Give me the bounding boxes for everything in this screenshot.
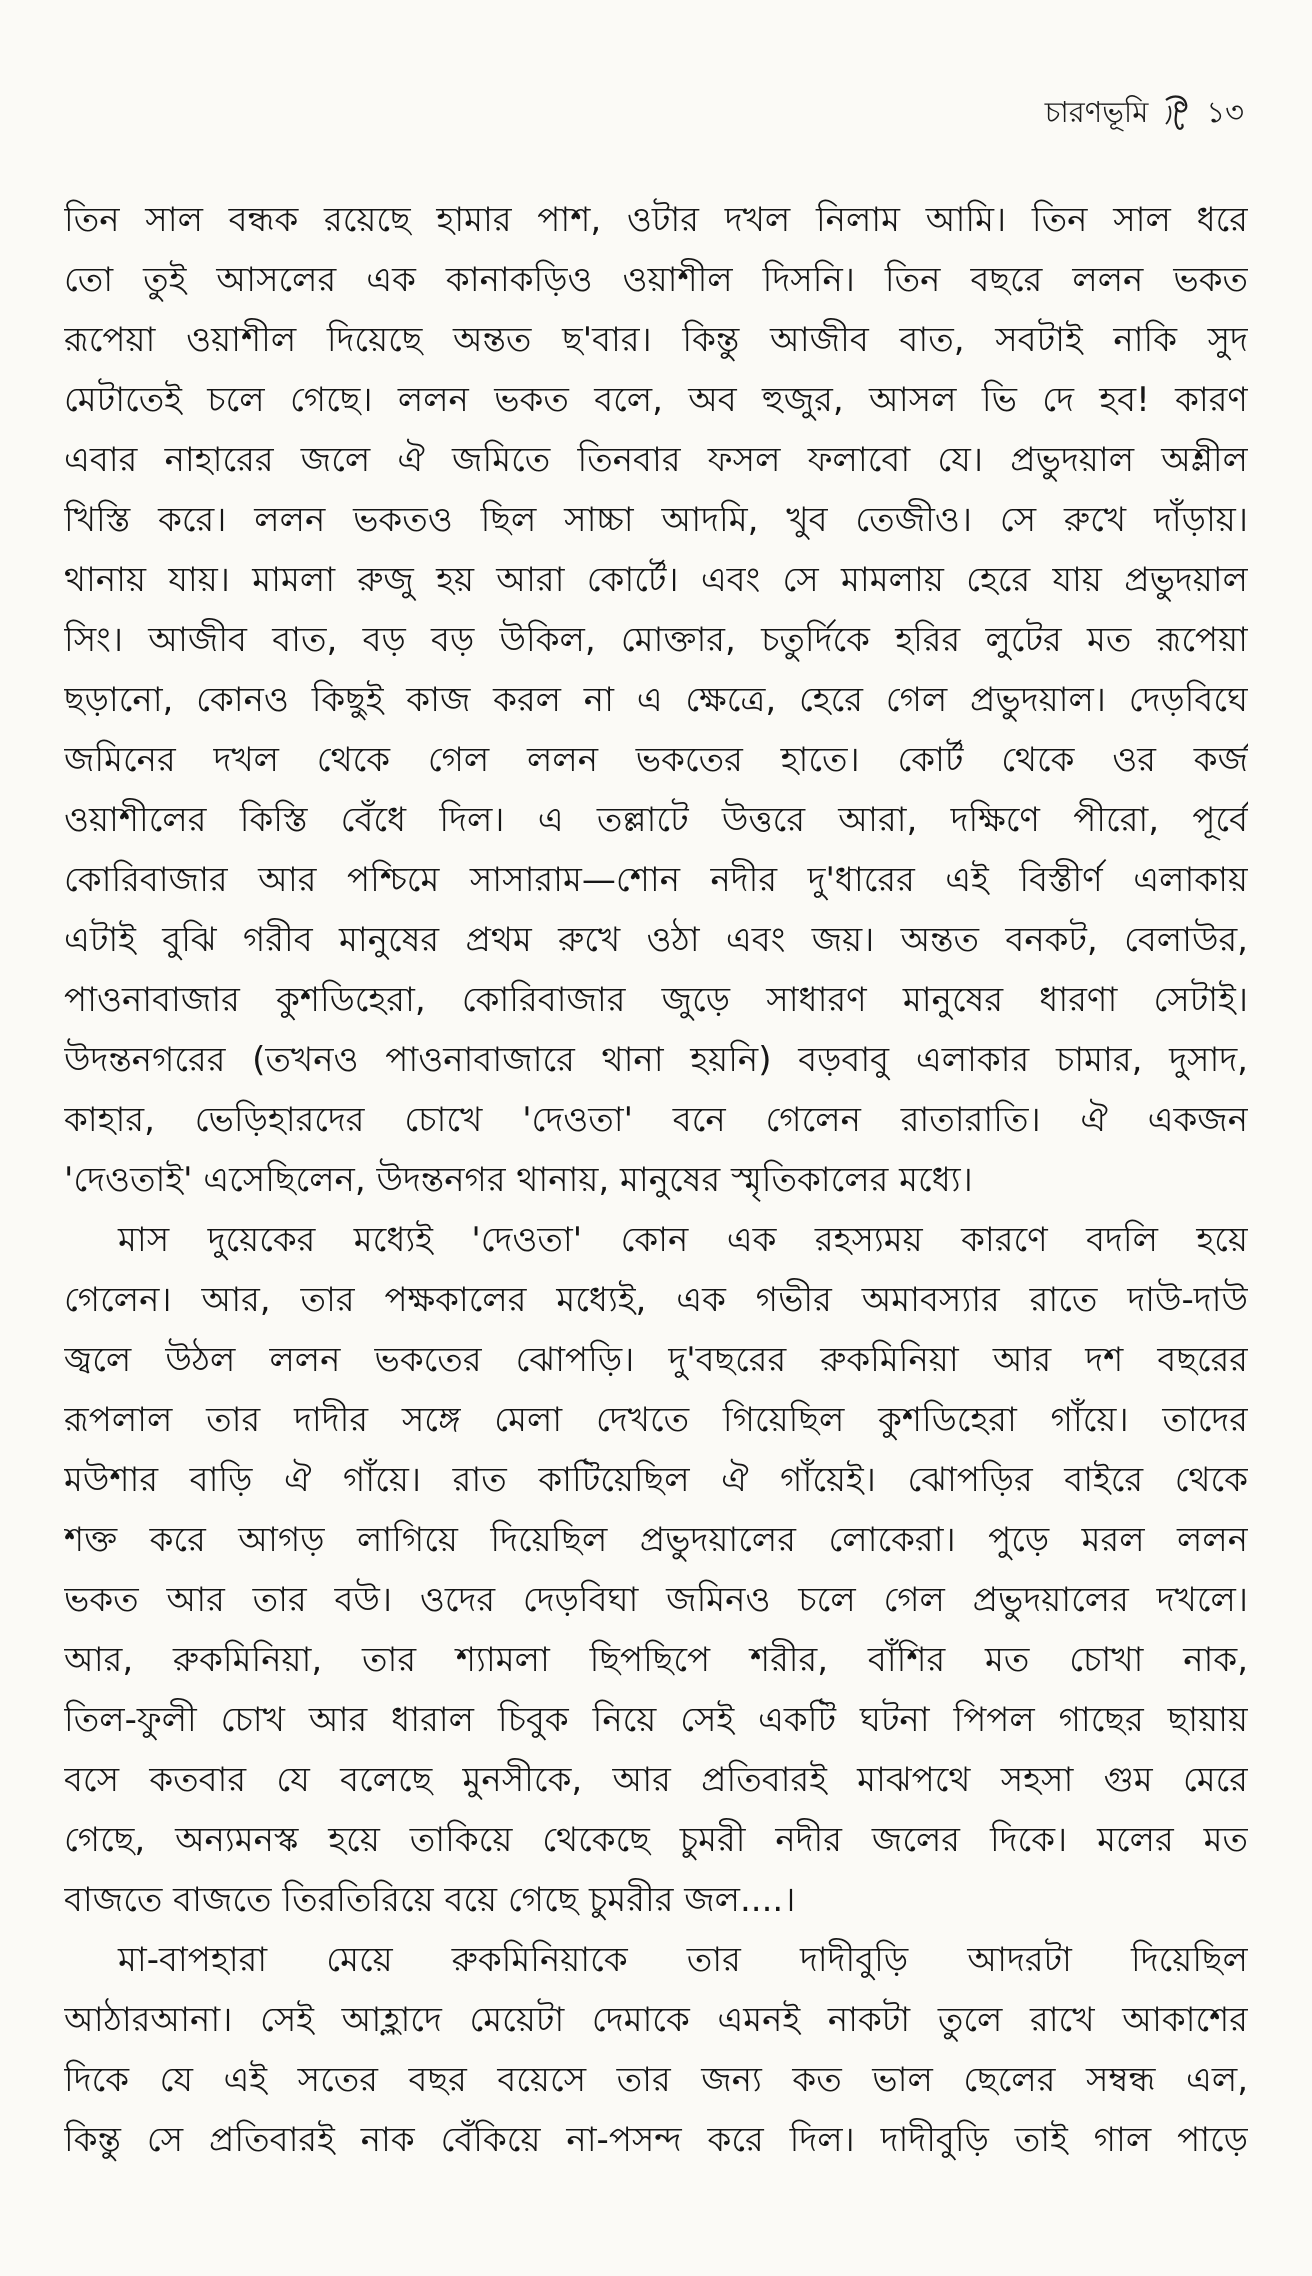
text-line: মেটাতেই চলে গেছে। ললন ভকত বলে, অব হুজুর, আসল ভি দে হব! কারণ bbox=[64, 380, 1248, 420]
text-line: পাওনাবাজার কুশডিহেরা, কোরিবাজার জুড়ে সাধারণ মানুষের ধারণা সেটাই। bbox=[64, 980, 1248, 1020]
text-line: মা-বাপহারা মেয়ে রুকমিনিয়াকে তার দাদীবুড়ি আদরটা দিয়েছিল bbox=[118, 1940, 1248, 1980]
text-line: জমিনের দখল থেকে গেল ললন ভকতের হাতে। কোর্ট থেকে ওর কর্জ bbox=[64, 740, 1248, 780]
text-line: বসে কতবার যে বলেছে মুনসীকে, আর প্রতিবারই মাঝপথে সহসা গুম মেরে bbox=[64, 1760, 1248, 1800]
body-text bbox=[64, 190, 1248, 2170]
text-line: থানায় যায়। মামলা রুজু হয় আরা কোর্টে। এবং সে মামলায় হেরে যায় প্রভুদয়াল bbox=[64, 560, 1248, 600]
text-line: তিল-ফুলী চোখ আর ধারাল চিবুক নিয়ে সেই একটি ঘটনা পিপল গাছের ছায়ায় bbox=[64, 1700, 1248, 1740]
text-line: উদন্তনগরের (তখনও পাওনাবাজারে থানা হয়নি) বড়বাবু এলাকার চামার, দুসাদ, bbox=[64, 1040, 1248, 1080]
text-line: রূপেয়া ওয়াশীল দিয়েছে অন্তত ছ'বার। কিন্তু আজীব বাত, সবটাই নাকি সুদ bbox=[64, 320, 1248, 360]
text-line: গেলেন। আর, তার পক্ষকালের মধ্যেই, এক গভীর অমাবস্যার রাতে দাউ-দাউ bbox=[64, 1280, 1248, 1320]
text-line: তিন সাল বন্ধক রয়েছে হামার পাশ, ওটার দখল নিলাম আমি। তিন সাল ধরে bbox=[64, 200, 1248, 240]
text-line: এটাই বুঝি গরীব মানুষের প্রথম রুখে ওঠা এবং জয়। অন্তত বনকট, বেলাউর, bbox=[64, 920, 1248, 960]
text-line: খিস্তি করে। ললন ভকতও ছিল সাচ্চা আদমি, খুব তেজীও। সে রুখে দাঁড়ায়। bbox=[64, 500, 1248, 540]
text-line: মউশার বাড়ি ঐ গাঁয়ে। রাত কাটিয়েছিল ঐ গাঁয়েই। ঝোপড়ির বাইরে থেকে bbox=[64, 1460, 1248, 1500]
text-line: কোরিবাজার আর পশ্চিমে সাসারাম—শোন নদীর দু'ধারের এই বিস্তীর্ণ এলাকায় bbox=[64, 860, 1248, 900]
text-line: জ্বলে উঠল ললন ভকতের ঝোপড়ি। দু'বছরের রুকমিনিয়া আর দশ বছরের bbox=[64, 1340, 1248, 1380]
text-line: আর, রুকমিনিয়া, তার শ্যামলা ছিপছিপে শরীর, বাঁশির মত চোখা নাক, bbox=[64, 1640, 1248, 1680]
text-line: ভকত আর তার বউ। ওদের দেড়বিঘা জমিনও চলে গেল প্রভুদয়ালের দখলে। bbox=[64, 1580, 1248, 1620]
text-line: 'দেওতাই' এসেছিলেন, উদন্তনগর থানায়, মানুষের স্মৃতিকালের মধ্যে। bbox=[64, 1160, 973, 1200]
text-line: ওয়াশীলের কিস্তি বেঁধে দিল। এ তল্লাটে উত্তরে আরা, দক্ষিণে পীরো, পূর্বে bbox=[64, 800, 1248, 840]
page-number: ১৩ bbox=[1206, 95, 1244, 129]
text-line: গেছে, অন্যমনস্ক হয়ে তাকিয়ে থেকেছে চুমরী নদীর জলের দিকে। মলের মত bbox=[64, 1820, 1248, 1860]
paragraph bbox=[64, 190, 1248, 1210]
text-line: আঠারআনা। সেই আহ্লাদে মেয়েটা দেমাকে এমনই নাকটা তুলে রাখে আকাশের bbox=[64, 2000, 1248, 2040]
running-head bbox=[1045, 92, 1244, 132]
text-line: কাহার, ভেড়িহারদের চোখে 'দেওতা' বনে গেলেন রাতারাতি। ঐ একজন bbox=[64, 1100, 1248, 1140]
paragraph bbox=[64, 1930, 1248, 2170]
text-line: রূপলাল তার দাদীর সঙ্গে মেলা দেখতে গিয়েছিল কুশডিহেরা গাঁয়ে। তাদের bbox=[64, 1400, 1248, 1440]
text-line: মাস দুয়েকের মধ্যেই 'দেওতা' কোন এক রহস্যময় কারণে বদলি হয়ে bbox=[118, 1220, 1248, 1260]
decorative-flourish-icon bbox=[1160, 92, 1194, 132]
text-line: দিকে যে এই সতের বছর বয়েসে তার জন্য কত ভাল ছেলের সম্বন্ধ এল, bbox=[64, 2060, 1248, 2100]
paragraph bbox=[64, 1210, 1248, 1930]
text-line: ছড়ানো, কোনও কিছুই কাজ করল না এ ক্ষেত্রে, হেরে গেল প্রভুদয়াল। দেড়বিঘে bbox=[64, 680, 1248, 720]
text-line: তো তুই আসলের এক কানাকড়িও ওয়াশীল দিসনি। তিন বছরে ললন ভকত bbox=[64, 260, 1248, 300]
text-line: বাজতে বাজতে তিরতিরিয়ে বয়ে গেছে চুমরীর জল....। bbox=[64, 1880, 796, 1920]
book-title: চারণভূমি bbox=[1044, 95, 1149, 129]
text-line: শক্ত করে আগড় লাগিয়ে দিয়েছিল প্রভুদয়ালের লোকেরা। পুড়ে মরল ললন bbox=[64, 1520, 1248, 1560]
text-line: কিন্তু সে প্রতিবারই নাক বেঁকিয়ে না-পসন্দ করে দিল। দাদীবুড়ি তাই গাল পাড়ে bbox=[64, 2120, 1248, 2160]
text-line: সিং। আজীব বাত, বড় বড় উকিল, মোক্তার, চতুর্দিকে হরির লুটের মত রূপেয়া bbox=[64, 620, 1248, 660]
text-line: এবার নাহারের জলে ঐ জমিতে তিনবার ফসল ফলাবো যে। প্রভুদয়াল অশ্লীল bbox=[64, 440, 1248, 480]
